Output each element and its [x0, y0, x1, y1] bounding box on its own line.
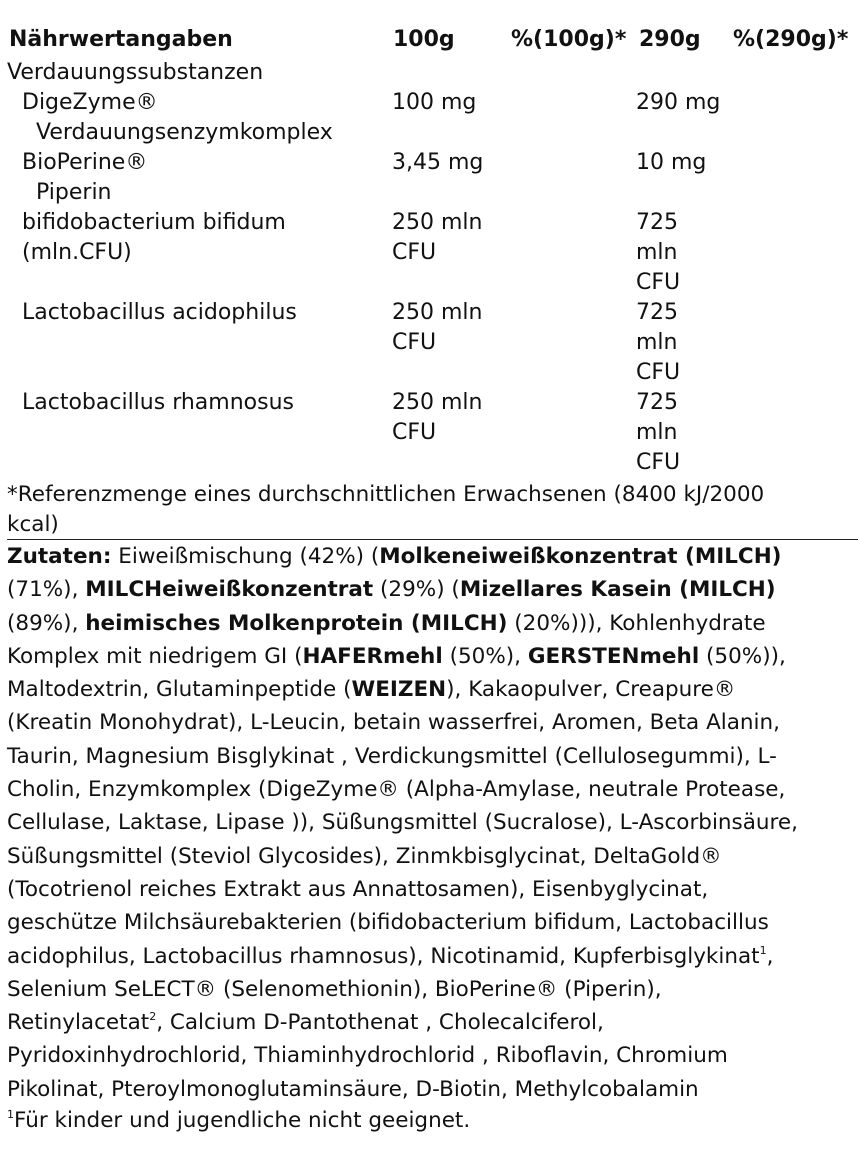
- ingredient-text: (20%))), Kohlenhydrate: [507, 610, 766, 636]
- ingredients-line: [7, 906, 837, 939]
- ingredient-text: Süßungsmittel (Steviol Glycosides), Zinmkbisglycinat, DeltaGold®: [7, 843, 722, 869]
- ingredients-line: [7, 1073, 837, 1106]
- row-name: Lactobacillus acidophilus: [22, 300, 297, 325]
- ingredient-text: Pikolinat, Pteroylmonoglutaminsäure, D-Biotin, Methylcobalamin: [7, 1076, 699, 1102]
- row-name: Lactobacillus rhamnosus: [22, 390, 294, 415]
- row-value-290g-unit: CFU: [636, 360, 681, 385]
- ingredient-text: Cholin, Enzymkomplex (DigeZyme® (Alpha-Amylase, neutrale Protease,: [7, 777, 786, 803]
- ingredients-line: [7, 573, 837, 606]
- row-value-290g-unit: mln: [636, 240, 678, 265]
- ingredient-text: geschütze Milchsäurebakterien (bifidobacterium bifidum, Lactobacillus: [7, 910, 769, 936]
- ingredient-text: (89%),: [7, 610, 86, 636]
- row-name-line2: (mln.CFU): [22, 240, 132, 265]
- header-label: Nährwertangaben: [9, 27, 233, 52]
- ingredients-line: [7, 740, 837, 773]
- ingredients-line: [7, 806, 837, 839]
- allergen-bold-text: Zutaten:: [7, 544, 112, 569]
- row-value-290g-unit: mln: [636, 420, 678, 445]
- row-value-290g-unit: CFU: [636, 270, 681, 295]
- ingredient-text: ), Kakaopulver, Creapure®: [446, 677, 736, 703]
- header-290g: 290g: [639, 27, 701, 52]
- ingredient-text: (Tocotrienol reiches Extrakt aus Annattosamen), Eisenbyglycinat,: [7, 876, 709, 902]
- ingredients-line: [7, 640, 837, 673]
- section-title: Verdauungssubstanzen: [7, 60, 264, 85]
- ingredients-line: [7, 840, 837, 873]
- ingredient-text: acidophilus, Lactobacillus rhamnosus), Nicotinamid, Kupferbisglykinat: [7, 943, 760, 969]
- ingredients-line: [7, 706, 837, 739]
- ingredients-line: [7, 1006, 837, 1039]
- ingredient-text: ,: [766, 943, 774, 969]
- ingredient-text: (29%) (: [373, 577, 460, 603]
- table-header: [0, 27, 858, 57]
- row-name: bifidobacterium bifidum: [22, 210, 286, 235]
- ingredients-line: [7, 540, 837, 573]
- ingredient-text: Taurin, Magnesium Bisglykinat , Verdickungsmittel (Cellulosegummi), L-: [7, 743, 777, 769]
- ingredient-text: (71%),: [7, 577, 86, 603]
- row-value-290g: 725: [636, 390, 678, 415]
- ingredient-text: Retinylacetat: [7, 1010, 150, 1036]
- ingredient-text: Eiweißmischung (42%) (: [111, 544, 380, 569]
- ingredient-text: Komplex mit niedrigem GI (: [7, 643, 303, 669]
- header-pct-100g: %(100g)*: [511, 27, 627, 52]
- ingredient-text: Selenium SeLECT® (Selenomethionin), BioPerine® (Piperin),: [7, 976, 662, 1002]
- footnote: [7, 1106, 470, 1136]
- allergen-bold-text: Molkeneiweißkonzentrat (MILCH): [379, 544, 782, 569]
- footnote-mark: 1: [7, 1108, 14, 1121]
- row-value-290g: 725: [636, 210, 678, 235]
- ingredients-line: [7, 973, 837, 1006]
- ingredient-text: , Calcium D-Pantothenat , Cholecalciferol,: [156, 1010, 604, 1036]
- allergen-bold-text: HAFERmehl: [302, 643, 443, 669]
- row-sub: Verdauungsenzymkomplex: [36, 120, 333, 145]
- row-value-290g: 725: [636, 300, 678, 325]
- footnote-ref: 2: [149, 1010, 157, 1024]
- allergen-bold-text: Mizellares Kasein (MILCH): [459, 577, 776, 603]
- ingredients-line: [7, 873, 837, 906]
- ingredients-line: [7, 940, 837, 973]
- row-value-100g-unit: CFU: [392, 240, 437, 265]
- reference-note: *Referenzmenge eines durchschnittlichen Erwachsenen (8400 kJ/2000 kcal): [7, 482, 765, 537]
- row-value-100g: 250 mln: [392, 390, 483, 415]
- allergen-bold-text: heimisches Molkenprotein (MILCH): [85, 610, 508, 636]
- ingredients-line: [7, 773, 837, 806]
- ingredients-line: [7, 673, 837, 706]
- ingredient-text: Maltodextrin, Glutaminpeptide (: [7, 677, 352, 703]
- row-value-100g: 250 mln: [392, 210, 483, 235]
- row-value-290g: 10 mg: [636, 150, 707, 175]
- row-name: BioPerine®: [22, 150, 148, 175]
- ingredient-text: Cellulase, Laktase, Lipase )), Süßungsmittel (Sucralose), L-Ascorbinsäure,: [7, 810, 798, 836]
- row-value-290g: 290 mg: [636, 90, 721, 115]
- footnote-ref: 1: [759, 943, 767, 957]
- ingredients-line: [7, 607, 837, 640]
- row-name: DigeZyme®: [22, 90, 158, 115]
- allergen-bold-text: WEIZEN: [351, 677, 447, 703]
- header-100g: 100g: [393, 27, 455, 52]
- row-value-290g-unit: mln: [636, 330, 678, 355]
- row-value-100g: 3,45 mg: [392, 150, 484, 175]
- row-value-100g-unit: CFU: [392, 420, 437, 445]
- row-value-100g: 250 mln: [392, 300, 483, 325]
- ingredients-line: [7, 1039, 837, 1072]
- ingredient-text: (Kreatin Monohydrat), L-Leucin, betain wasserfrei, Aromen, Beta Alanin,: [7, 710, 780, 736]
- ingredient-text: Pyridoxinhydrochlorid, Thiaminhydrochlorid , Riboflavin, Chromium: [7, 1043, 728, 1069]
- header-pct-290g: %(290g)*: [733, 27, 849, 52]
- footnote-text: Für kinder und jugendliche nicht geeignet.: [14, 1108, 471, 1133]
- allergen-bold-text: GERSTENmehl: [527, 643, 700, 669]
- row-value-100g-unit: CFU: [392, 330, 437, 355]
- ingredient-text: (50%)),: [699, 643, 786, 669]
- row-value-100g: 100 mg: [392, 90, 477, 115]
- row-value-290g-unit: CFU: [636, 450, 681, 475]
- allergen-bold-text: MILCHeiweißkonzentrat: [85, 577, 374, 603]
- ingredient-text: (50%),: [442, 643, 528, 669]
- ingredients-text: [7, 540, 837, 1106]
- row-sub: Piperin: [36, 180, 112, 205]
